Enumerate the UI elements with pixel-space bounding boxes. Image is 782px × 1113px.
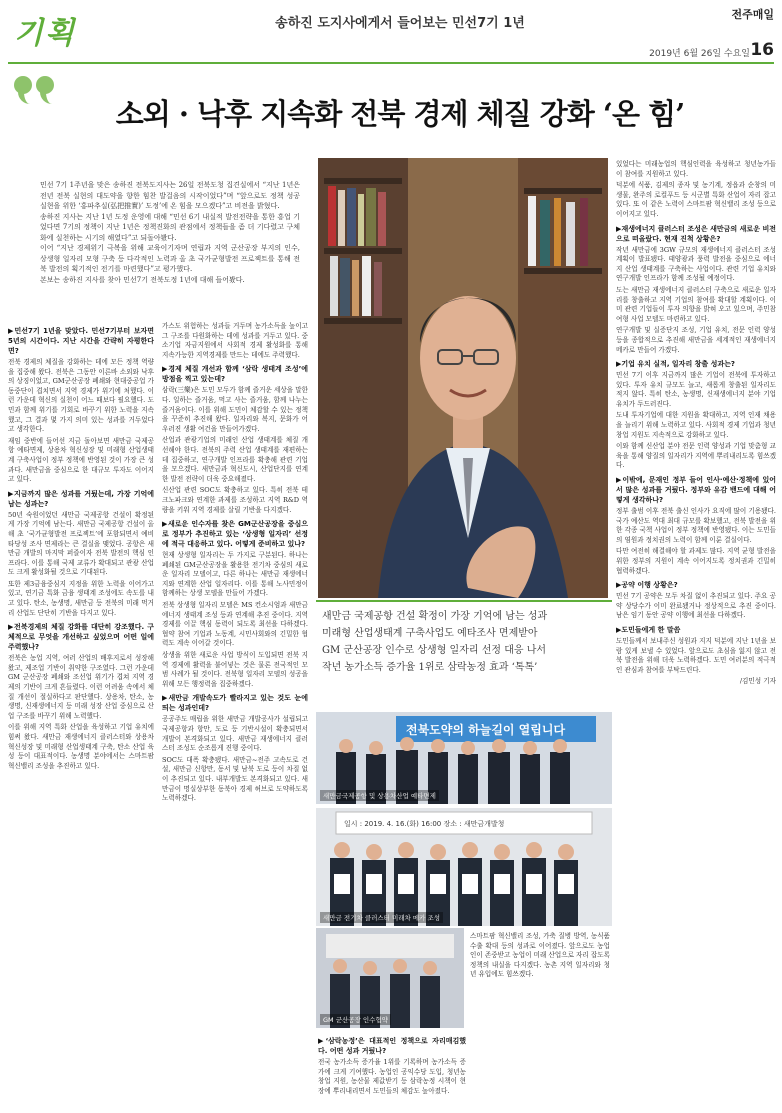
interview-answer: 작년 새만금에 3GW 규모의 재생에너지 클러스터 조성 계획이 발표됐다. 태양광과 풍력 발전을 중심으로 에너지 산업 생태계를 구축하는 사업이다. 관련 기업 유치와 연구개발 인프라가 함께 조성될 예정이다. xyxy=(616,245,776,283)
photo1-caption: 새만금국제공항 및 상용차산업 예타면제 xyxy=(320,790,439,801)
photo-gm-agreement xyxy=(316,928,464,1028)
photo1-banner-text: 전북도약의 하늘길이 열립니다 xyxy=(406,723,566,737)
interview-answer: 도민들께서 보내주신 성원과 지지 덕분에 지난 1년을 보람 있게 보낼 수 있었다. 앞으로도 초심을 잃지 않고 전북 발전을 위해 더욱 노력하겠다. 도민 여러분의 적극적인 관심과 참여를 부탁드린다. xyxy=(616,636,776,674)
interview-answer: 가스도 위험하는 성과들 거두며 농가소득을 높이고 그 구조를 다원화하는 데에 성과를 거두고 있다. 중소기업 자금지원에서 사회적 경제 활성화를 통해 지속가능한 지역경제를 만드는 데에도 주력했다. xyxy=(162,322,308,359)
section-label: 기획 xyxy=(14,16,76,51)
interview-question: ▶재생에너지 클러스터 조성은 새만금의 새로운 비전으로 떠올랐다. 현재 진척 상황은? xyxy=(616,224,776,243)
photo2-banner-text: 일시 : 2019. 4. 16.(화) 16:00 장소 : 새만금개발청 xyxy=(344,820,505,828)
interview-answer: 민선 7기 이후 지금까지 많은 기업이 전북에 투자하고 있다. 투자 유치 규모도 늘고, 새롭게 창출된 일자리도 적지 않다. 특히 탄소, 농생명, 신재생에너지 분야 기업 유치가 두드러진다. xyxy=(616,371,776,408)
interview-question: ▶전북경제의 체질 강화를 대단히 강조했다. 구체적으로 무엇을 개선하고 싶었으며 어떤 일에 주력했나? xyxy=(8,623,154,652)
interview-question: ▶새만금 개발속도가 빨라지고 있는 것도 눈에 띄는 성과인데? xyxy=(162,694,308,713)
interview-answer: 현재 상생형 일자리는 두 가지로 구분된다. 하나는 폐쇄된 GM군산공장을 활용한 전기차 중심의 새로운 일자리 모델이고, 다른 하나는 새만금 재생에너지와 연계한 산업 일자리다. 이를 통해 노사민정이 함께하는 상생 모델을 만들어 가겠다. xyxy=(162,551,308,598)
interview-question: ▶‘삼락농정’은 대표적인 정책으로 자리매김했다. 어떤 성과 거뒀나? xyxy=(318,1037,466,1055)
interview-question: ▶이밖에, 문재인 정부 들어 인사·예산·정책에 있어서 많은 성과를 거뒀다. 정부와 유감 밴드에 대해 어떻게 생각하나? xyxy=(616,476,776,505)
interview-question: ▶지금까지 많은 성과를 거뒀는데, 가장 기억에 남는 성과는? xyxy=(8,489,154,508)
interview-answer: 신산업 관련 SOC도 확충하고 있다. 특히 전북 테크노파크와 연계한 과제를 조성하고 지역 R&D 역량을 키워 지역 경제를 살릴 기반을 다지겠다. xyxy=(162,486,308,514)
interview-answer: 공공주도 매립을 위한 새만금 개발공사가 설립되고 국제공항과 항만, 도로 등 기반시설이 확충되면서 개발이 본격화되고 있다. 새만금 재생에너지 클러스터 조성도 순조롭게 진행 중이다. xyxy=(162,715,308,753)
interview-answer: 연구개발 및 실증단지 조성, 기업 유치, 전문 인력 양성 등을 종합적으로 추진해 새만금을 세계적인 재생에너지 메카로 만들어 가겠다. xyxy=(616,326,776,354)
interview-answer: 덕분에 식품, 김제의 종자 및 농기계, 정읍과 순창의 미생물, 완주의 로컬푸드 등 시군별 특화 산업이 자리 잡고 있다. 또 이 같은 노력이 스마트팜 혁신밸리 조성 등으로 이어지고 있다. xyxy=(616,181,776,218)
interview-answer: 전국 농가소득 증가율 1위를 기록하며 농가소득 증가에 크게 기여했다. 농업인 공익수당 도입, 청년농 창업 지원, 농산물 제값받기 등 삼락농정 시책이 현장에 뿌리내리면서 도민들의 체감도 높아졌다. xyxy=(318,1058,466,1095)
interview-answer: 전북 상생형 일자리 모델은 MS 컨소시엄과 새만금 에너지 생태계 조성 등과 연계해 추진 중이다. 지역 경제를 이끌 핵심 동력이 되도록 최선을 다하겠다. 협약 참여 기업과 노동계, 시민사회와의 긴밀한 협력도 계속 이어갈 것이다. xyxy=(162,601,308,648)
paper-name: 전주매일 xyxy=(731,8,774,21)
pull-quote-line: 미래형 산업생태계 구축사업도 예타조사 면제받아 xyxy=(322,628,538,639)
quote-mark-icon xyxy=(14,76,60,116)
publication-date: 2019년 6월 26일 수요일 xyxy=(649,49,750,59)
lede-paragraph: 송하진 지사는 지난 1년 도정 운영에 대해 “민선 6기 내실적 발전전략을 통한 흥업 기었다면 7기의 정책이 지난 1년은 정책진화의 관점에서 정책들을 좀 더 기다렸고 구체화에 실천하는 시기의 해였다”고 되돌아봤다. xyxy=(40,212,300,242)
interview-answer: 민선 7기 공약은 모두 차질 없이 추진되고 있다. 주요 공약 상당수가 이미 완료됐거나 정상적으로 추진 중이다. 남은 임기 동안 공약 이행에 최선을 다하겠다. xyxy=(616,592,776,620)
interview-answer: 50년 숙원이었던 새만금 국제공항 건설이 확정된 게 가장 기억에 남는다. 새만금 국제공항 건설이 올해 초 ‘국가균형발전 프로젝트’에 포함되면서 예비타당성 조사 면제라는 큰 결실을 맺었다. 공항은 새만금 개발의 마지막 퍼즐이자 전북 발전의 핵심 인프라다. 이를 통해 국제 교류가 확대되고 관광 산업도 크게 활성화될 것으로 기대된다. xyxy=(8,510,154,577)
interview-question: ▶민선7기 1년을 맞았다. 민선7기부터 보자면 5년의 시간이다. 지난 시간을 간략히 자평한다면? xyxy=(8,327,154,355)
main-portrait-photo xyxy=(318,158,608,598)
article-column-2 xyxy=(162,322,308,1107)
lede-paragraph: 본보는 송하진 지사를 찾아 민선7기 전북도정 1년에 대해 들어봤다. xyxy=(40,275,245,284)
article-column-3b xyxy=(470,932,610,1107)
interview-answer: 스마트팜 혁신밸리 조성, 가축 질병 방역, 농식품 수출 확대 등의 성과로 이어졌다. 앞으로도 농업인이 존중받고 농업이 미래 산업으로 자리 잡도록 정책의 내실을 다지겠다. 농촌 지역 일자리와 청년 유입에도 힘쓰겠다. xyxy=(470,932,610,979)
byline: /김민성 기자 xyxy=(739,677,776,686)
interview-answer: 상생을 위한 새로운 사업 방식이 도입되면 전북 지역 경제에 활력을 불어넣는 것은 물론 전국적인 모범 사례가 될 것이다. 전북형 일자리 모델의 성공을 위해 모든 행정력을 집중하겠다. xyxy=(162,651,308,688)
interview-question: ▶경제 체질 개선과 함께 ‘삼락 생태계 조성’에 방점을 찍고 있는데? xyxy=(162,365,308,384)
interview-answer: 정부 출범 이후 전북 출신 인사가 요직에 많이 기용됐다. 국가 예산도 역대 최대 규모를 확보했고, 전북 발전을 위한 각종 국책 사업이 정부 정책에 반영됐다. 이는 도민들의 염원과 정치권의 노력이 함께 이룬 결실이다. xyxy=(616,507,776,544)
interview-answer: 전북은 농업 지역, 여러 산업의 배후지로서 성장해 왔고, 제조업 기반이 취약한 구조였다. 그런 가운데 GM 군산공장 폐쇄와 조선업 위기가 겹쳐 지역 경제의 기반이 크게 흔들렸다. 이런 어려움 속에서 체질 개선이 절실하다고 판단했다. 상용차, 탄소, 농생명, 신재생에너지 등 미래 성장 산업 중심으로 산업 구조를 바꾸기 위해 노력했다. xyxy=(8,654,154,720)
interview-answer: 있었다는 미래농업의 핵심인력을 육성하고 청년농가들이 참여를 지원하고 있다. xyxy=(616,160,776,178)
pull-quote-line: GM 군산공장 인수로 상생형 일자리 선정 대응 나서 xyxy=(322,645,547,656)
interview-answer: 이를 위해 지역 특화 산업을 육성하고 기업 유치에 힘써 왔다. 새만금 재생에너지 클러스터와 상용차 혁신성장 및 미래형 산업생태계 구축, 탄소 산업 육성 등이 대표적이다. 농생명 분야에서는 스마트팜 혁신밸리 조성을 추진하고 있다. xyxy=(8,723,154,770)
interview-answer: SOC도 대폭 확충됐다. 새만금~전주 고속도로 건설, 새만금 신항만, 동서 및 남북 도로 등이 차질 없이 추진되고 있다. 내부개발도 본격화되고 있다. 새만금이 명실상부한 동북아 경제 허브로 도약하도록 노력하겠다. xyxy=(162,755,308,803)
pull-quote-line: 작년 농가소득 증가율 1위로 삼락농정 효과 ‘톡톡’ xyxy=(322,662,538,673)
photo-airport-ceremony xyxy=(316,712,612,804)
interview-answer: 전북 경제의 체질을 강화하는 데에 모든 정책 역량을 집중해 왔다. 전북은 그동안 이른바 소외와 낙후의 상징이었고, GM군산공장 폐쇄와 현대중공업 가동중단이 겹치면서 지역 경제가 위기에 처했다. 이런 가운데 혁신의 실천이 어느 때보다 필요했다. 도민과 함께 위기를 기회로 바꾸기 위한 노력을 지속했고, 그 결과 몇 가지 의미 있는 성과를 거두었다고 생각한다. xyxy=(8,358,154,434)
interview-answer: 삼락(三樂)은 도민 모두가 함께 즐거운 세상을 말한다. 일하는 즐거움, 먹고 사는 즐거움, 함께 나누는 즐거움이다. 이를 위해 도민이 체감할 수 있는 정책을 꾸준히 추진해 왔다. 일자리와 복지, 문화가 어우러진 생활 여건을 만들어가겠다. xyxy=(162,386,308,433)
interview-answer: 도는 새만금 재생에너지 클러스터 구축으로 새로운 일자리를 창출하고 지역 기업의 참여를 확대할 계획이다. 이미 관련 기업들이 투자 의향을 밝혀 오고 있으며, 주민참여형 사업 모델도 마련하고 있다. xyxy=(616,285,776,323)
article-column-4 xyxy=(616,160,776,1105)
lede-paragraph: 민선 7기 1주년을 맞은 송하진 전북도지사는 26일 전북도청 집견실에서 “지난 1년은 전년 전북 실현의 대도약을 향한 힘찬 발걸음의 시작이었다”며 “앞으로도 정책 성공 실현을 위한 ‘홍파추실(弘把推實)’ 도정’에 온 힘을 모으겠다”고 비전을 밝혔다. xyxy=(40,181,300,210)
pull-quote xyxy=(316,600,612,696)
interview-question: ▶기업 유치 실적, 일자리 창출 성과는? xyxy=(616,360,735,369)
interview-answer: 재임 중반에 들어선 지금 돌아보면 새만금 국제공항 예타면제, 상용차 혁신성장 및 미래형 산업생태계 구축사업이 정부 정책에 반영된 것이 가장 큰 성과다. 새만금을 중심으로 한 대규모 투자도 이어지고 있다. xyxy=(8,436,154,484)
photo2-caption: 새만금 전기차 클러스터 미래차 메카 조성 xyxy=(320,912,443,923)
lede-paragraph: 이어 “지난 경제위기 극복을 위해 교육이기자며 연립과 지역 군산공장 부지의 인수, 상생형 일자리 모형 구축 등 다각적인 노력과 올 초 국가균형발전 프로젝트를 통해 전북 발전의 획기적인 전기를 마련했다”고 평가했다. xyxy=(40,244,300,273)
interview-question: ▶공약 이행 상황은? xyxy=(616,581,678,590)
article-column-1 xyxy=(8,322,154,1107)
interview-answer: 다만 여전히 해결해야 할 과제도 많다. 지역 균형 발전을 위한 정부의 지원이 계속 이어지도록 정치권과 긴밀히 협력하겠다. xyxy=(616,547,776,575)
interview-question: ▶새로운 인수자를 찾은 GM군산공장을 중심으로 정부가 추진하고 있는 ‘상생형 일자리’ 선정에 적극 대응하고 있다. 어떻게 준비하고 있나? xyxy=(162,520,308,549)
interview-answer: 이와 함께 신산업 분야 전문 인력 양성과 기업 맞춤형 교육을 통해 양질의 일자리가 지역에 뿌리내리도록 힘쓰겠다. xyxy=(616,442,776,470)
article-column-3 xyxy=(318,1032,466,1108)
header-rule xyxy=(8,62,774,64)
interview-question: ▶도민들에게 한 말씀 xyxy=(616,625,681,634)
photo-ev-cluster-signing xyxy=(316,808,612,926)
pull-quote-line: 새만금 국제공항 건설 확정이 가장 기억에 남는 성과 xyxy=(322,611,548,622)
headline: 소외 · 낙후 지속화 전북 경제 체질 강화 ‘온 힘’ xyxy=(115,97,685,131)
page-number: 16 xyxy=(750,40,774,60)
series-title: 송하진 도지사에게서 들어보는 민선7기 1년 xyxy=(275,16,525,31)
interview-answer: 도내 투자기업에 대한 지원을 확대하고, 지역 인재 채용을 늘리기 위해 노력하고 있다. 사회적 경제 기업과 청년 창업 지원도 지속적으로 강화하고 있다. xyxy=(616,411,776,439)
lede xyxy=(40,180,300,285)
interview-answer: 산업과 관광기업의 미래인 산업 생태계를 체질 개선해야 한다. 전북의 주력 산업 생태계를 재편하는 데 집중하고, 연구개발 인프라를 확충해 관련 기업을 모으겠다. 새만금과 혁신도시, 산업단지를 연계한 발전 전략이 더욱 중요해졌다. xyxy=(162,436,308,483)
interview-answer: 또한 제3금융중심지 지정을 위한 노력을 이어가고 있고, 연기금 특화 금융 생태계 조성에도 속도를 내고 있다. 탄소, 농생명, 새만금 등 전북의 미래 먹거리 산업도 단단히 기반을 다지고 있다. xyxy=(8,579,154,617)
photo3-caption: GM 군산공장 인수협약 xyxy=(320,1014,391,1025)
